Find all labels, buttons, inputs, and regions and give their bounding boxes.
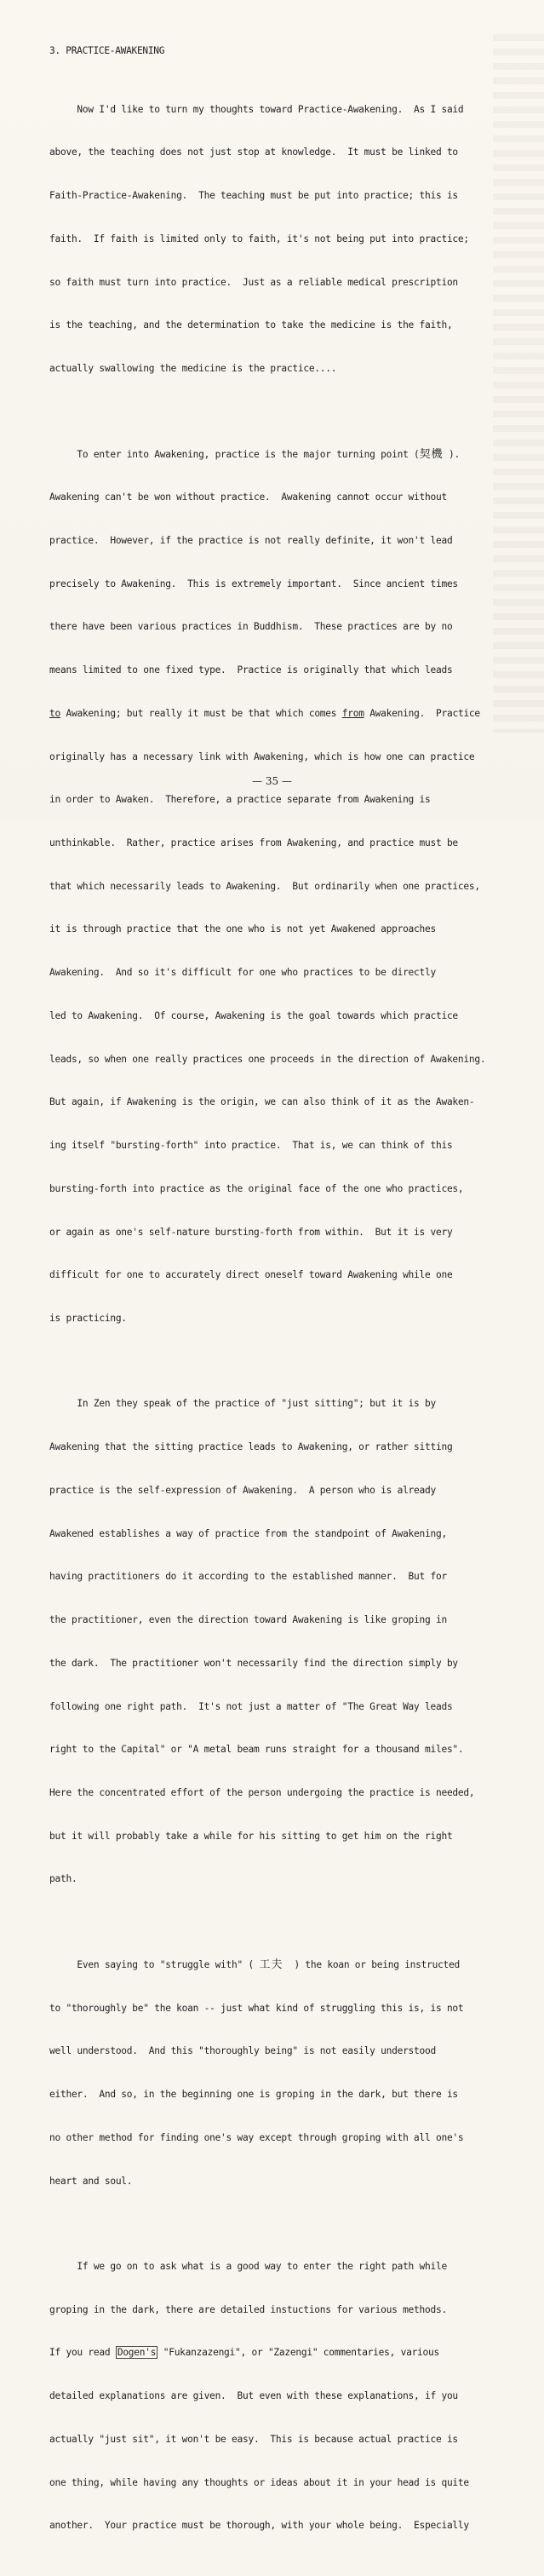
text-line: In Zen they speak of the practice of "just sitting"; but it is by xyxy=(49,1398,436,1410)
text-line: but it will probably take a while for his sitting to get him on the right xyxy=(49,1830,453,1842)
underlined-word: from xyxy=(341,707,364,719)
text-line: is the teaching, and the determination to take the medicine is the faith, xyxy=(49,319,453,331)
text-line: Awakened establishes a way of practice from the standpoint of Awakening, xyxy=(49,1527,447,1539)
section-heading: 3. PRACTICE-AWAKENING xyxy=(49,45,165,56)
text-line xyxy=(49,2346,509,2360)
text-line: faith. If faith is limited only to faith, it's not being put into practice; xyxy=(49,233,469,244)
text-line: Awakening can't be won without practice. Awakening cannot occur without xyxy=(49,492,447,503)
paragraph-1 xyxy=(49,74,509,405)
text-line: difficult for one to accurately direct oneself toward Awakening while one xyxy=(49,1269,453,1281)
text-line: the dark. The practitioner won't necessarily find the direction simply by xyxy=(49,1657,458,1669)
text-line: is practicing. xyxy=(49,1312,127,1324)
text-line: leads, so when one really practices one proceeds in the direction of Awakening. xyxy=(49,1053,486,1065)
paragraph-3 xyxy=(49,1369,509,1916)
text-line: there have been various practices in Buddhism. These practices are by no xyxy=(49,621,453,633)
boxed-word: Dogen's xyxy=(117,2347,157,2359)
text-line: Faith-Practice-Awakening. The teaching must be put into practice; this is xyxy=(49,190,458,202)
text-line: groping in the dark, there are detailed instuctions for various methods. xyxy=(49,2303,447,2315)
text-line: ing itself "bursting-forth" into practice. That is, we can think of this xyxy=(49,1140,453,1152)
text-line: having practitioners do it according to the established manner. But for xyxy=(49,1571,447,1583)
kanji-term: 契機 xyxy=(419,447,444,461)
text-line: practice. However, if the practice is not really definite, it won't lead xyxy=(49,535,453,546)
text-line: If we go on to ask what is a good way to enter the right path while xyxy=(49,2261,447,2273)
text-line: the practitioner, even the direction toward Awakening is like groping in xyxy=(49,1614,447,1626)
text-line: actually swallowing the medicine is the practice.... xyxy=(49,363,337,375)
text-line xyxy=(49,1958,509,1973)
text-line: no other method for finding one's way except through groping with all one's xyxy=(49,2131,464,2143)
text-line: Here the concentrated effort of the person undergoing the practice is needed, xyxy=(49,1786,475,1798)
text-segment: Even saying to "struggle with" ( xyxy=(49,1958,254,1970)
text-line: or again as one's self-nature bursting-forth from within. But it is very xyxy=(49,1226,453,1238)
text-line xyxy=(49,448,509,463)
text-line: right to the Capital" or "A metal beam runs straight for a thousand miles". xyxy=(49,1744,464,1756)
text-line: to "thoroughly be" the koan -- just what kind of struggling this is, is not xyxy=(49,2002,464,2014)
text-line: unthinkable. Rather, practice arises from Awakening, and practice must be xyxy=(49,837,458,849)
text-segment: If you read xyxy=(49,2347,116,2359)
text-line: originally has a necessary link with Awakening, which is how one can practice xyxy=(49,750,475,762)
text-segment: ). xyxy=(449,448,461,460)
text-line: led to Awakening. Of course, Awakening is the goal towards which practice xyxy=(49,1009,458,1021)
text-line: it is through practice that the one who is not yet Awakened approaches xyxy=(49,923,436,935)
paragraph-2 xyxy=(49,419,509,1355)
text-segment: "Fukanzazengi", or "Zazengi" commentaries, various xyxy=(157,2347,439,2359)
text-line: to Awakening; but really it must be that which comes from Awakening. Practice xyxy=(49,707,480,719)
underlined-word: to xyxy=(49,707,60,719)
text-line: that which necessarily leads to Awakening. But ordinarily when one practices, xyxy=(49,880,480,892)
text-line: Now I'd like to turn my thoughts toward Practice-Awakening. As I said xyxy=(49,103,464,115)
text-segment: ) the koan or being instructed xyxy=(283,1958,461,1970)
text-line: precisely to Awakening. This is extremely important. Since ancient times xyxy=(49,578,458,589)
text-line: above, the teaching does not just stop at knowledge. It must be linked to xyxy=(49,147,458,158)
text-line: detailed explanations are given. But even with these explanations, if you xyxy=(49,2390,458,2402)
text-line: Awakening that the sitting practice leads to Awakening, or rather sitting xyxy=(49,1441,453,1453)
text-line: either. And so, in the beginning one is groping in the dark, but there is xyxy=(49,2089,458,2101)
paragraph-4 xyxy=(49,1929,509,2217)
text-line: so faith must turn into practice. Just as a reliable medical prescription xyxy=(49,276,458,288)
paragraph-5 xyxy=(49,2231,509,2562)
text-line: another. Your practice must be thorough, with your whole being. Especially xyxy=(49,2520,469,2532)
text-line: path. xyxy=(49,1873,77,1885)
text-line: one thing, while having any thoughts or ideas about it in your head is quite xyxy=(49,2476,469,2488)
text-line: means limited to one fixed type. Practice is originally that which leads xyxy=(49,664,453,676)
text-line: practice is the self-expression of Awakening. A person who is already xyxy=(49,1484,436,1496)
kanji-term: 工夫 xyxy=(259,1958,283,1971)
page-number: — 35 — xyxy=(252,775,292,787)
text-line: But again, if Awakening is the origin, we can also think of it as the Awaken- xyxy=(49,1096,475,1108)
text-line: well understood. And this "thoroughly being" is not easily understood xyxy=(49,2045,436,2057)
text-segment: To enter into Awakening, practice is the major turning point ( xyxy=(49,448,420,460)
text-line: actually "just sit", it won't be easy. This is because actual practice is xyxy=(49,2433,458,2445)
text-line: heart and soul. xyxy=(49,2175,133,2187)
document-body xyxy=(49,44,509,2576)
text-line: in order to Awaken. Therefore, a practice separate from Awakening is xyxy=(49,794,431,806)
text-line: following one right path. It's not just a matter of "The Great Way leads xyxy=(49,1700,453,1712)
text-line: Awakening. And so it's difficult for one who practices to be directly xyxy=(49,967,436,979)
text-line: bursting-forth into practice as the original face of the one who practices, xyxy=(49,1182,464,1194)
